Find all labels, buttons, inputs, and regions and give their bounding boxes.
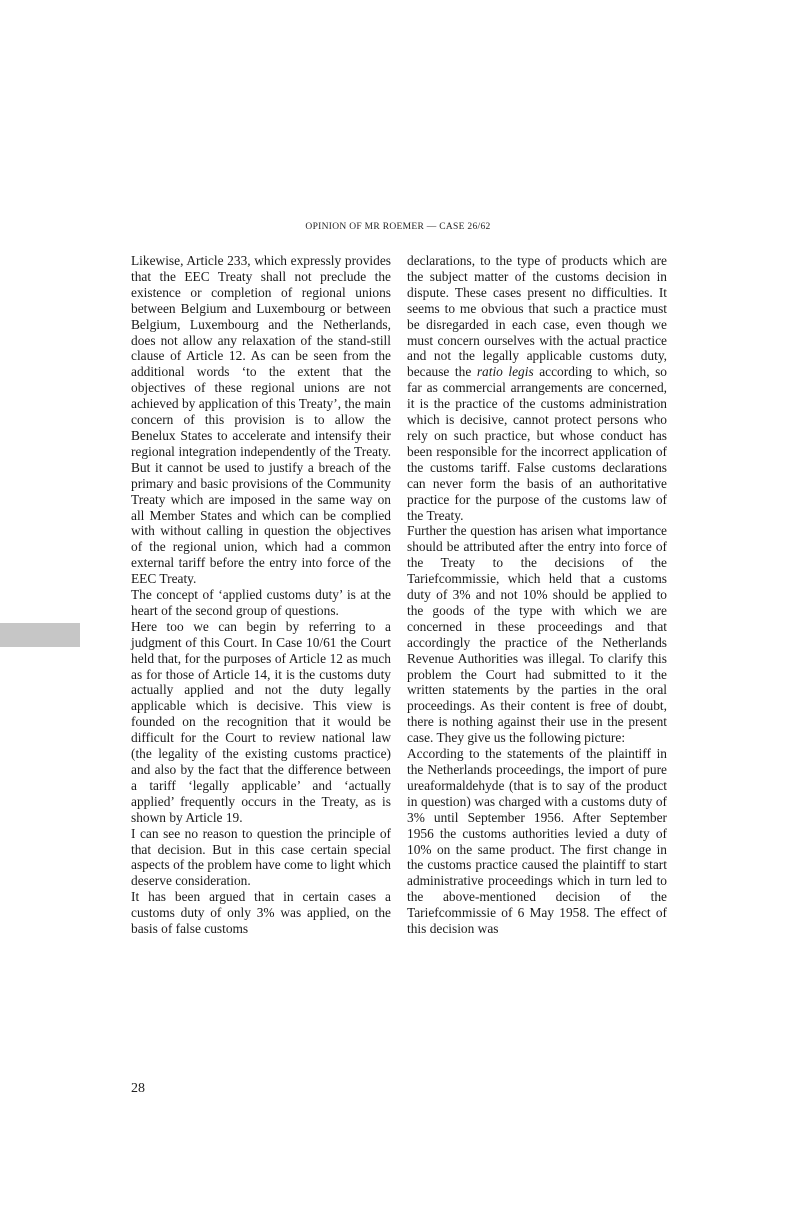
- paragraph: It has been argued that in certain cases a customs duty of only 3% was applied, on the basis of false customs: [131, 889, 391, 937]
- paragraph: I can see no reason to question the principle of that decision. But in this case certain special aspects of the problem have come to light which deserve consideration.: [131, 825, 391, 889]
- latin-term: ratio legis: [476, 364, 534, 380]
- margin-thumb-tab: [0, 623, 80, 647]
- paragraph: The concept of ‘applied customs duty’ is at the heart of the second group of questions.: [131, 587, 391, 618]
- paragraph: According to the statements of the plaintiff in the Netherlands proceedings, the import of pure ureaformaldehyde (that is to say of the product in question) was charged with a customs duty of 3% until September 1956. After September 1956 the customs authorities levied a duty of 10% on the same product. The first change in the customs practice caused the plaintiff to start administrative proceedings which in turn led to the above-mentioned decision of the Tariefcommissie of 6 May 1958. The effect of this decision was: [407, 746, 667, 937]
- paragraph: [407, 253, 667, 523]
- running-header: OPINION OF MR ROEMER — CASE 26/62: [305, 222, 491, 232]
- right-column: [407, 253, 667, 937]
- paragraph-text: declarations, to the type of products which are the subject matter of the customs decision in dispute. These cases present no difficulties. It seems to me obvious that such a practice must be disregarded in each case, even though we must concern ourselves with the actual practice and not the legally applicable customs duty, because the: [407, 253, 667, 380]
- paragraph-text: according to which, so far as commercial arrangements are concerned, it is the practice of the customs administration which is decisive, cannot protect persons who rely on such practice, but whose conduct has been responsible for the incorrect application of the customs tariff. False customs declarations can never form the basis of an authoritative practice for the purpose of the customs law of the Treaty.: [407, 364, 668, 523]
- page-number: 28: [131, 1081, 145, 1096]
- paragraph: Likewise, Article 233, which expressly provides that the EEC Treaty shall not preclude the existence or completion of regional unions between Belgium and Luxembourg or between Belgium, Luxembourg and the Netherlands, does not allow any relaxation of the stand-still clause of Article 12. As can be seen from the additional words ‘to the extent that the objectives of these regional unions are not achieved by application of this Treaty’, the main concern of this provision is to allow the Benelux States to accelerate and intensify their regional integration independently of the Treaty. But it cannot be used to justify a breach of the primary and basic provisions of the Community Treaty which are imposed in the same way on all Member States and which can be complied with without calling in question the objectives of the regional union, which had a common external tariff before the entry into force of the EEC Treaty.: [131, 253, 391, 587]
- paragraph: Further the question has arisen what importance should be attributed after the entry into force of the Treaty to the decisions of the Tariefcommissie, which held that a customs duty of 3% and not 10% should be applied to the goods of the type with which we are concerned in these proceedings and that accordingly the practice of the Netherlands Revenue Authorities was illegal. To clarify this problem the Court had submitted to it the written statements by the parties in the oral proceedings. As their content is free of doubt, there is nothing against their use in the present case. They give us the following picture:: [407, 523, 667, 746]
- paragraph: Here too we can begin by referring to a judgment of this Court. In Case 10/61 the Court held that, for the purposes of Article 12 as much as for those of Article 14, it is the customs duty actually applied and not the duty legally applicable which is decisive. This view is founded on the recognition that it would be difficult for the Court to review national law (the legality of the existing customs practice) and also by the fact that the difference between a tariff ‘legally applicable’ and ‘actually applied’ frequently occurs in the Treaty, as is shown by Article 19.: [131, 618, 391, 825]
- left-column: [131, 253, 391, 937]
